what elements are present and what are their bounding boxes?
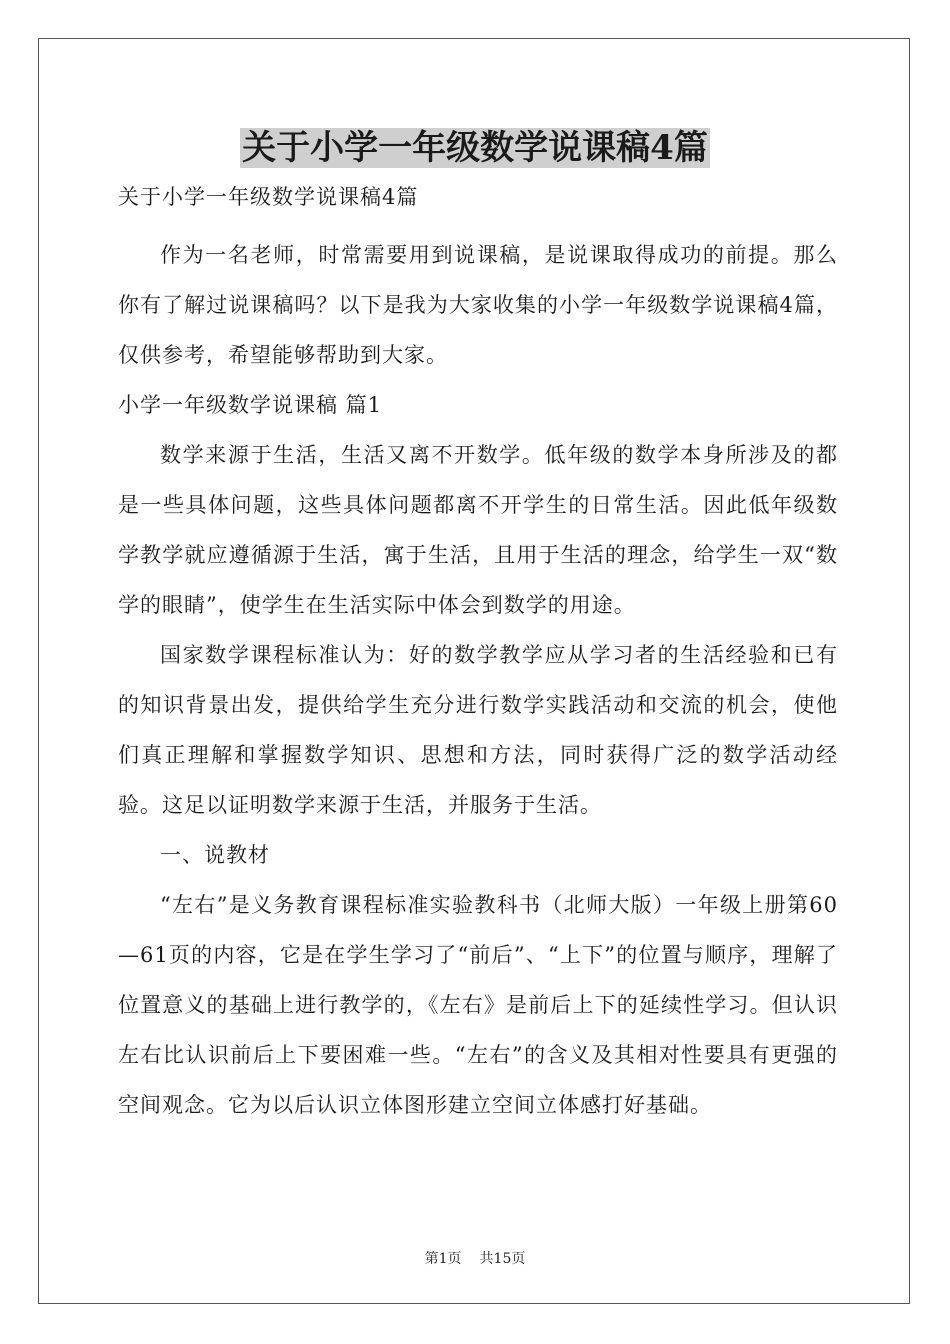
paragraph-2: 国家数学课程标准认为：好的数学教学应从学习者的生活经验和已有的知识背景出发，提供给学生充分进行数学实践活动和交流的机会，使他们真正理解和掌握数学知识、思想和方法，同时获得广泛的数学活动经验。这足以证明数学来源于生活，并服务于生活。	[118, 643, 838, 817]
page-footer	[0, 1248, 950, 1268]
paragraph-3: “左右”是义务教育课程标准实验教科书（北师大版）一年级上册第60—61页的内容，它是在学生学习了“前后”、“上下”的位置与顺序，理解了位置意义的基础上进行教学的，《左右》是前后上下的延续性学习。但认识左右比认识前后上下要困难一些。“左右”的含义及其相对性要具有更强的空间观念。它为以后认识立体图形建立空间立体感打好基础。	[118, 893, 838, 1117]
page-number: 第1页	[424, 1251, 462, 1267]
page-total: 共15页	[479, 1251, 526, 1267]
document-title-text: 关于小学一年级数学说课稿4篇	[242, 128, 708, 168]
intro-paragraph: 作为一名老师，时常需要用到说课稿，是说课取得成功的前提。那么你有了解过说课稿吗？以下是我为大家收集的小学一年级数学说课稿4篇，仅供参考，希望能够帮助到大家。	[118, 243, 838, 367]
document-subtitle: 关于小学一年级数学说课稿4篇	[118, 185, 419, 209]
subheading-textbook: 一、说教材	[160, 843, 270, 867]
document-body	[118, 180, 838, 1130]
section-heading: 小学一年级数学说课稿 篇1	[118, 393, 383, 417]
paragraph-1: 数学来源于生活，生活又离不开数学。低年级的数学本身所涉及的都是一些具体问题，这些具体问题都离不开学生的日常生活。因此低年级数学教学就应遵循源于生活，寓于生活，且用于生活的理念，给学生一双“数学的眼睛”，使学生在生活实际中体会到数学的用途。	[118, 443, 838, 617]
document-title	[0, 124, 950, 172]
